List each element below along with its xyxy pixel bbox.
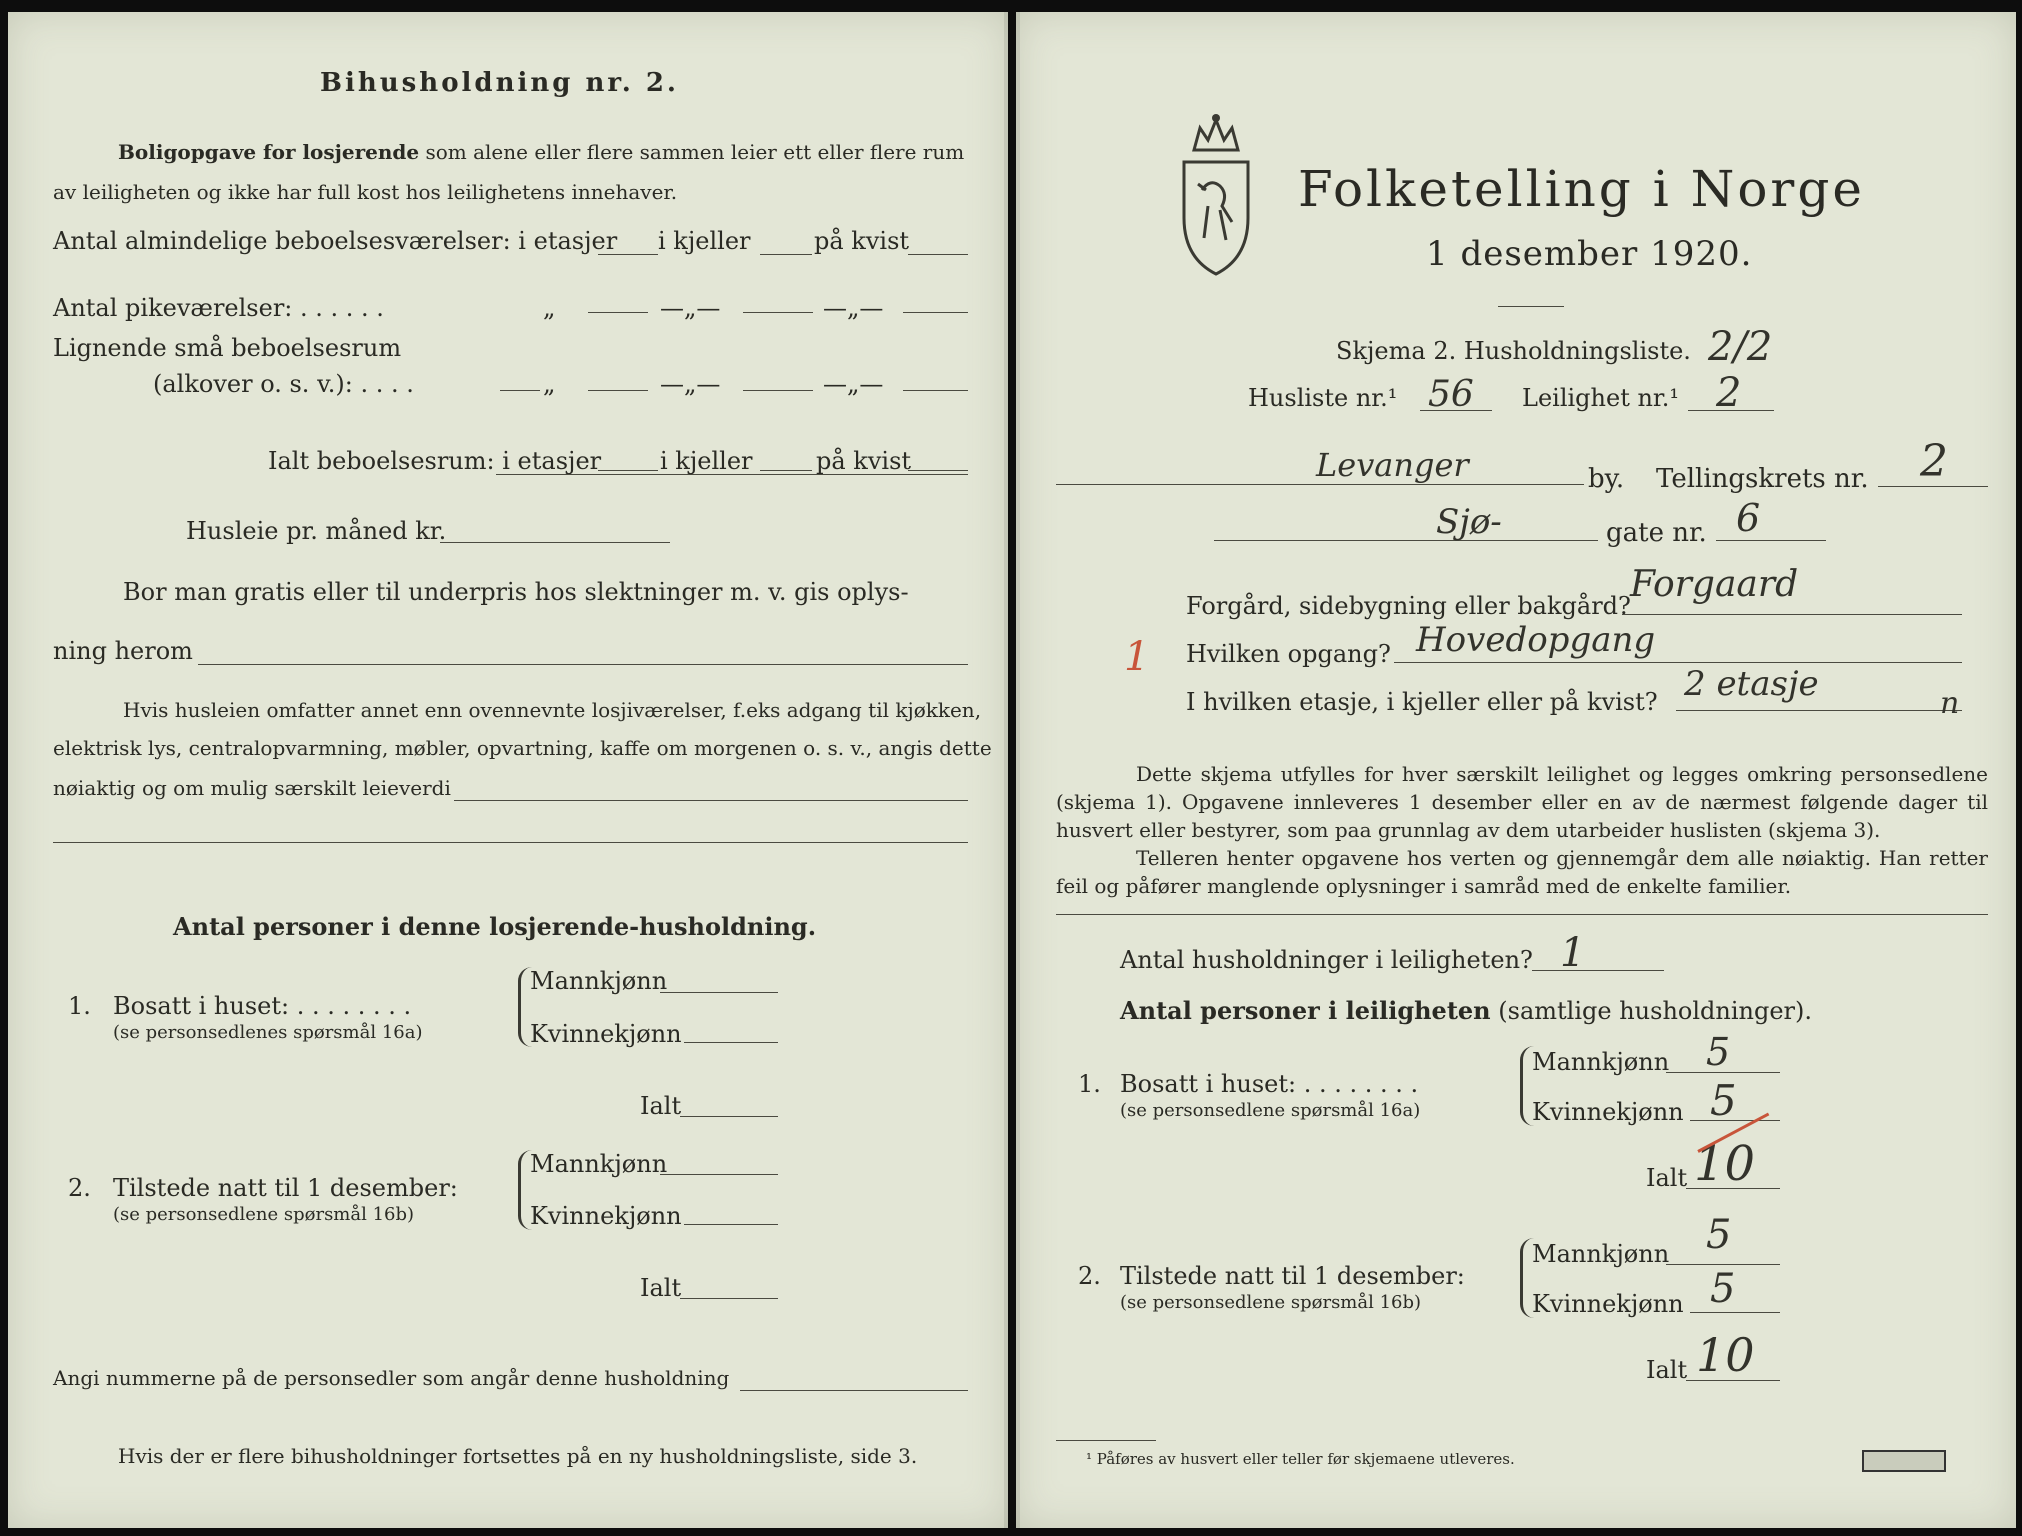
left-q2-ialt-field[interactable] (680, 1298, 778, 1299)
pike-dash-1: —„— (660, 294, 721, 322)
husleie-field[interactable] (440, 542, 670, 543)
etasje-field[interactable] (1676, 710, 1962, 711)
lignende-label-1: Lignende små beboelsesrum (53, 334, 402, 362)
almindelige-kvist-label: på kvist (814, 227, 910, 255)
right-page (1016, 12, 2016, 1528)
page-fold (1004, 12, 1008, 1528)
right-q2-ialt-hand: 10 (1696, 1328, 1755, 1382)
left-q2-sub: (se personsedlene spørsmål 16b) (113, 1204, 415, 1225)
left-q1-number: 1. (68, 992, 91, 1020)
opgang-field[interactable] (1394, 662, 1962, 663)
left-q1-ialt-field[interactable] (680, 1116, 778, 1117)
intro-bold: Boligopgave for losjerende (118, 140, 420, 164)
ialt-kjeller-label: i kjeller (660, 447, 753, 475)
antal-personer-bold: Antal personer i leiligheten (1120, 996, 1491, 1025)
tellingskrets-label: Tellingskrets nr. (1656, 464, 1869, 494)
antal-personer-heading: Antal personer i denne losjerende-husholdning. (173, 912, 817, 941)
page-fold-right (1016, 12, 1020, 1528)
left-q1-kvinne-label: Kvinnekjønn (530, 1020, 682, 1048)
skjema-label: Skjema 2. Husholdningsliste. (1336, 337, 1691, 365)
lignende-dash-2: —„— (823, 370, 884, 398)
right-q1-kvinne-label: Kvinnekjønn (1532, 1098, 1684, 1126)
antal-personer-rest: (samtlige husholdninger). (1498, 997, 1813, 1025)
footnote: ¹ Påføres av husvert eller teller før skjemaene utleveres. (1086, 1450, 1515, 1468)
right-q2-mann-label: Mannkjønn (1532, 1240, 1670, 1268)
info-paragraph-2: Telleren henter opgavene hos verten og gjennemgår dem alle nøiaktig. Han retter feil og påfører manglende oplysninger i samråd med de enkelte familier. (1056, 846, 1988, 898)
pike-kjeller-field[interactable] (743, 312, 813, 313)
angi-field[interactable] (740, 1390, 968, 1391)
skjema-number-hand: 2/2 (1708, 324, 1773, 370)
forgaard-label: Forgård, sidebygning eller bakgård? (1186, 592, 1631, 620)
intro-line-2: av leiligheten og ikke har full kost hos leilighetens innehaver. (53, 180, 678, 204)
right-q2-label: Tilstede natt til 1 desember: (1120, 1262, 1465, 1290)
almindelige-kvist-field[interactable] (908, 254, 968, 255)
opgang-label: Hvilken opgang? (1186, 640, 1391, 668)
almindelige-kjeller-field[interactable] (760, 254, 812, 255)
right-q2-sub: (se personsedlene spørsmål 16b) (1120, 1292, 1422, 1313)
almindelige-kjeller-label: i kjeller (658, 227, 751, 255)
gate-hand: 6 (1736, 496, 1761, 540)
right-q2-kvinne-label: Kvinnekjønn (1532, 1290, 1684, 1318)
right-q2-ialt-label: Ialt (1646, 1356, 1688, 1384)
antal-husholdninger-field[interactable] (1532, 970, 1664, 971)
left-q1-mann-label: Mannkjønn (530, 967, 668, 995)
left-q1-sub: (se personsedlenes spørsmål 16a) (113, 1022, 423, 1043)
bor-line-2: ning herom (53, 637, 193, 665)
leilighet-hand: 2 (1716, 370, 1742, 416)
antal-husholdninger-hand: 1 (1560, 930, 1586, 976)
title-rule (1498, 306, 1564, 307)
left-q2-kvinne-label: Kvinnekjønn (530, 1202, 682, 1230)
left-q2-kvinne-field[interactable] (684, 1224, 778, 1225)
printer-stamp (1862, 1450, 1946, 1472)
town-field[interactable] (1056, 484, 1584, 485)
left-q1-label: Bosatt i huset: . . . . . . . . (113, 992, 412, 1020)
intro-rest: som alene eller flere sammen leier ett eller flere rum (425, 140, 965, 164)
ialt-kvist-label: på kvist (816, 447, 912, 475)
ialt-kjeller-field[interactable] (760, 470, 812, 471)
left-q1-mann-field[interactable] (660, 992, 778, 993)
lignende-quote: „ (543, 370, 556, 398)
left-q1-kvinne-field[interactable] (684, 1042, 778, 1043)
hvis-line-3: nøiaktig og om mulig særskilt leieverdi (53, 776, 451, 800)
pike-dash-2: —„— (823, 294, 884, 322)
footnote-rule (1056, 1440, 1156, 1441)
leilighet-label: Leilighet nr.¹ (1522, 384, 1680, 412)
right-q1-mann-label: Mannkjønn (1532, 1048, 1670, 1076)
left-q2-label: Tilstede natt til 1 desember: (113, 1174, 458, 1202)
census-date: 1 desember 1920. (1426, 234, 1753, 274)
left-q2-ialt-label: Ialt (640, 1274, 682, 1302)
right-q2-kvinne-field[interactable] (1690, 1312, 1780, 1313)
left-footer: Hvis der er flere bihusholdninger fortsettes på en ny husholdningsliste, side 3. (118, 1444, 918, 1468)
hvis-line-2: elektrisk lys, centralopvarmning, møbler, opvartning, kaffe om morgenen o. s. v., angis dette (53, 736, 992, 760)
opgang-hand: Hovedopgang (1416, 620, 1656, 660)
forgaard-field[interactable] (1622, 614, 1962, 615)
street-field[interactable] (1214, 540, 1598, 541)
hvis-line-1: Hvis husleien omfatter annet enn ovennevnte losjiværelser, f.eks adgang til kjøkken, (123, 698, 982, 722)
antal-personer-leilighet (1120, 996, 1812, 1025)
info-paragraph-1: Dette skjema utfylles for hver særskilt leilighet og legges omkring personsedlene (skjema 1). Opgavene innleveres 1 desember eller en av de nærmest følgende dager til husvert eller bestyrer, som paa grunnlag av dem utarbeider huslisten (skjema 3). (1056, 762, 1988, 842)
red-margin-mark: 1 (1124, 634, 1150, 680)
lignende-lead-field[interactable] (500, 390, 540, 391)
right-q2-mann-field[interactable] (1666, 1264, 1780, 1265)
forgaard-hand: Forgaard (1630, 564, 1799, 605)
left-q1-ialt-label: Ialt (640, 1092, 682, 1120)
right-q1-mann-hand: 5 (1706, 1030, 1731, 1074)
lignende-kvist-field[interactable] (903, 390, 968, 391)
pikevaerelser-label: Antal pikeværelser: . . . . . . (53, 294, 384, 322)
bihusholdning-title: Bihusholdning nr. 2. (320, 68, 679, 98)
info-rule (1056, 914, 1988, 915)
almindelige-etasjer-field[interactable] (598, 254, 658, 255)
etasje-hand: 2 etasje (1684, 664, 1819, 704)
lignende-etasjer-field[interactable] (588, 390, 648, 391)
street-hand: Sjø- (1436, 502, 1502, 542)
right-q1-number: 1. (1078, 1070, 1101, 1098)
left-page (8, 12, 1008, 1528)
pike-etasjer-field[interactable] (588, 312, 648, 313)
pike-quote: „ (543, 294, 556, 322)
leieverdi-field[interactable] (454, 800, 968, 801)
lignende-label-2: (alkover o. s. v.): . . . . (153, 370, 414, 398)
left-q2-mann-label: Mannkjønn (530, 1150, 668, 1178)
husleie-label: Husleie pr. måned kr. (186, 517, 447, 545)
ialt-etasjer-field[interactable] (598, 470, 658, 471)
bor-field[interactable] (198, 664, 968, 665)
left-q2-number: 2. (68, 1174, 91, 1202)
husliste-hand: 56 (1428, 374, 1474, 415)
antal-almindelige-label: Antal almindelige beboelsesværelser: i etasjer (53, 227, 618, 255)
right-q2-number: 2. (1078, 1262, 1101, 1290)
folketelling-title: Folketelling i Norge (1298, 160, 1865, 218)
ialt-kvist-field[interactable] (908, 470, 968, 471)
right-q1-kvinne-hand: 5 (1710, 1076, 1737, 1125)
ialt-beboelse-label: Ialt beboelsesrum: i etasjer (268, 447, 602, 475)
intro-line-1 (118, 140, 964, 164)
angi-label: Angi nummerne på de personsedler som angår denne husholdning (53, 1366, 730, 1390)
right-q1-sub: (se personsedlene spørsmål 16a) (1120, 1100, 1421, 1121)
leieverdi-field-2[interactable] (53, 842, 968, 843)
lignende-dash-1: —„— (660, 370, 721, 398)
left-q2-mann-field[interactable] (660, 1174, 778, 1175)
lignende-kjeller-field[interactable] (743, 390, 813, 391)
right-q1-ialt-hand: 10 (1694, 1136, 1756, 1192)
husliste-label: Husliste nr.¹ (1248, 384, 1398, 412)
bor-line-1: Bor man gratis eller til underpris hos slektninger m. v. gis oplys- (123, 578, 909, 606)
krets-hand: 2 (1920, 436, 1948, 487)
antal-husholdninger-label: Antal husholdninger i leiligheten? (1120, 946, 1533, 974)
coat-of-arms-icon (1176, 110, 1256, 278)
etasje-tail-hand: n (1940, 686, 1960, 721)
town-hand: Levanger (1316, 446, 1469, 484)
gate-field[interactable] (1716, 540, 1826, 541)
right-q1-ialt-label: Ialt (1646, 1164, 1688, 1192)
pike-kvist-field[interactable] (903, 312, 968, 313)
by-label: by. (1588, 464, 1625, 494)
right-q2-mann-hand: 5 (1706, 1212, 1732, 1258)
gate-label: gate nr. (1606, 518, 1707, 548)
right-q2-kvinne-hand: 5 (1710, 1266, 1736, 1312)
right-q1-label: Bosatt i huset: . . . . . . . . (1120, 1070, 1419, 1098)
etasje-label: I hvilken etasje, i kjeller eller på kvist? (1186, 688, 1658, 716)
